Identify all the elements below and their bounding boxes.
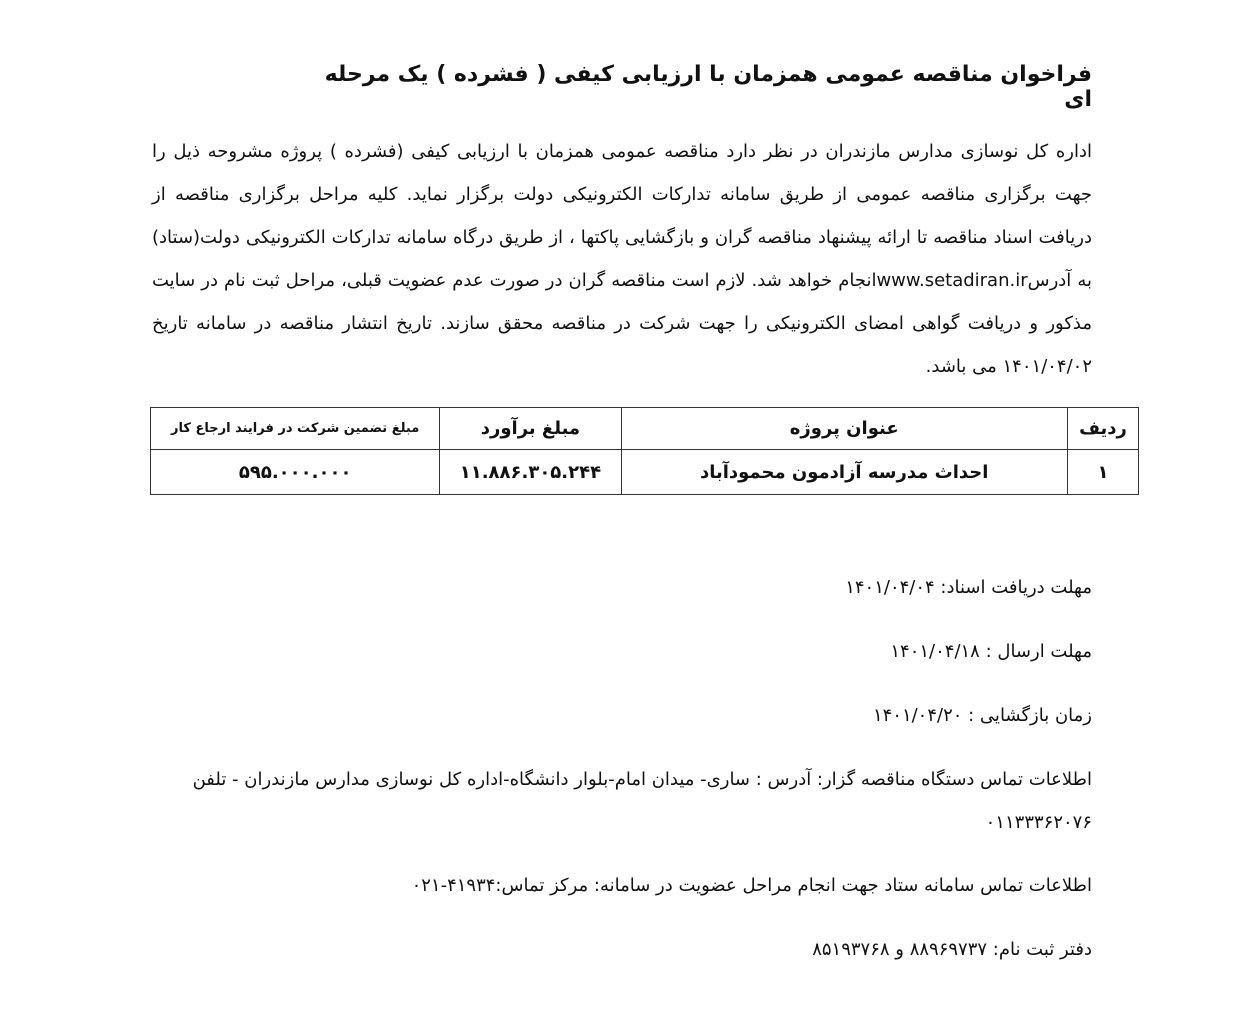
header-row-number: ردیف [1067, 408, 1138, 450]
header-estimate: مبلغ برآورد [440, 408, 621, 450]
table-row [151, 450, 1139, 495]
page-title: فراخوان مناقصه عمومی همزمان با ارزیابی کیفی ( فشرده ) یک مرحله ای [324, 62, 1092, 112]
submission-deadline: مهلت ارسال : ۱۴۰۱/۰۴/۱۸ [890, 641, 1092, 662]
cell-row-number: ۱ [1067, 450, 1138, 495]
intro-paragraph [152, 130, 1092, 388]
tender-table [150, 407, 1139, 495]
setad-contact-info: اطلاعات تماس سامانه ستاد جهت انجام مراحل عضویت در سامانه: مرکز تماس:۴۱۹۳۴-۰۲۱ [411, 875, 1092, 896]
cell-project-title: احداث مدرسه آزادمون محمودآباد [621, 450, 1067, 495]
cell-estimate: ۱۱.۸۸۶.۳۰۵.۲۴۴ [440, 450, 621, 495]
header-guarantee: مبلغ تضمین شرکت در فرایند ارجاع کار [151, 408, 440, 450]
intro-text-part2: انجام خواهد شد. لازم است مناقصه گران در صورت عدم عضویت قبلی، مراحل ثبت نام در سایت مذکور و دریافت گواهی امضای الکترونیکی را جهت شرکت در مناقصه محقق سازند. تاریخ انتشار مناقصه در سامانه تاریخ ۱۴۰۱/۰۴/۰۲ می باشد. [152, 270, 1092, 377]
cell-guarantee: ۵۹۵.۰۰۰.۰۰۰ [151, 450, 440, 495]
setad-website-link[interactable]: www.setadiran.ir [876, 270, 1028, 291]
registration-office: دفتر ثبت نام: ۸۸۹۶۹۷۳۷ و ۸۵۱۹۳۷۶۸ [812, 939, 1092, 960]
document-deadline: مهلت دریافت اسناد: ۱۴۰۱/۰۴/۰۴ [845, 577, 1092, 598]
tenderer-contact-info: اطلاعات تماس دستگاه مناقصه گزار: آدرس : ساری- میدان امام-بلوار دانشگاه-اداره کل نوسازی مدارس مازندران - تلفن ۰۱۱۳۳۳۶۲۰۷۶ [192, 769, 1092, 833]
table-header-row [151, 408, 1139, 450]
header-project-title: عنوان پروژه [621, 408, 1067, 450]
opening-time: زمان بازگشایی : ۱۴۰۱/۰۴/۲۰ [872, 705, 1092, 726]
intro-text-part1: اداره کل نوسازی مدارس مازندران در نظر دارد مناقصه عمومی همزمان با ارزیابی کیفی (فشرده ) پروژه مشروحه ذیل را جهت برگزاری مناقصه عمومی از طریق سامانه تدارکات الکترونیکی دولت برگزار نماید. کلیه مراحل برگزاری مناقصه از دریافت اسناد مناقصه تا ارائه پیشنهاد مناقصه گران و بازگشایی پاکتها ، از طریق درگاه سامانه تدارکات الکترونیکی دولت(ستاد) به آدرس [152, 141, 1092, 291]
